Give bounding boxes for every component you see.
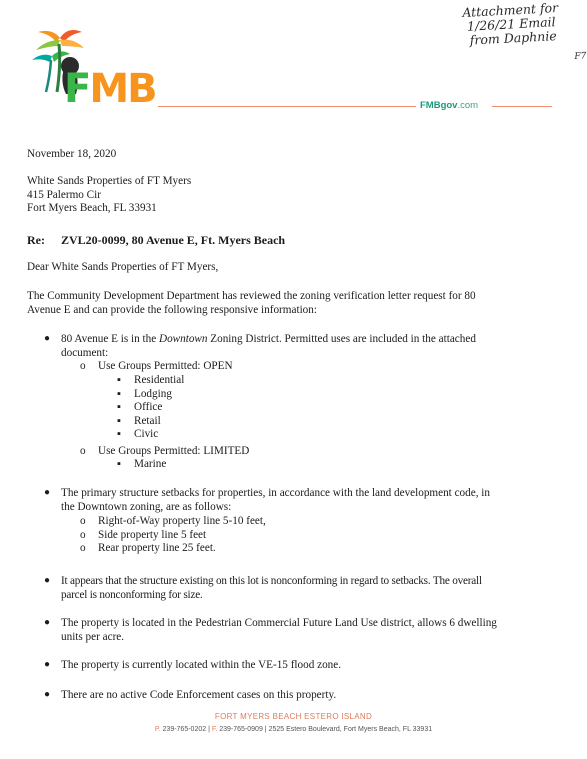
letter-date: November 18, 2020: [27, 148, 117, 160]
handwritten-mark: F7: [574, 51, 587, 62]
bullet-zoning: [61, 333, 576, 360]
nonconforming-line-2: parcel is nonconforming for size.: [61, 588, 203, 601]
intro-line-1: The Community Development Department has reviewed the zoning verification letter request for 80: [27, 290, 476, 302]
zoning-post: Zoning District. Permitted uses are included in the attached: [207, 333, 476, 345]
re-text: ZVL20-0099, 80 Avenue E, Ft. Myers Beach: [61, 233, 286, 247]
bullet-dot: ●: [44, 617, 51, 628]
setbacks-list: [80, 515, 266, 556]
land-use-line-1: The property is located in the Pedestrian Commercial Future Land Use district, allows 6 dwelling: [61, 617, 497, 629]
handwritten-line-2: 1/26/21 Email: [466, 14, 556, 34]
office-address: 2525 Estero Boulevard, Fort Myers Beach, FL 33931: [268, 726, 433, 733]
zoning-district: Downtown: [158, 333, 208, 345]
list-item: o Side property line 5 feet: [80, 528, 207, 541]
zoning-pre: 80 Avenue E is in the: [61, 333, 159, 345]
bullet-dot: ●: [44, 487, 51, 498]
bullet-nonconforming: [61, 575, 581, 602]
address-line-3: Fort Myers Beach, FL 33931: [27, 202, 157, 214]
limited-label: Use Groups Permitted: LIMITED: [98, 445, 250, 457]
bullet-land-use: [61, 617, 576, 644]
website-suffix: .com: [457, 100, 479, 111]
open-label: Use Groups Permitted: OPEN: [98, 360, 233, 372]
limited-use-group: o Use Groups Permitted: LIMITED: [80, 445, 250, 457]
bullet-dot: ●: [44, 659, 51, 670]
phone-number: 239-765-0202: [162, 726, 207, 733]
handwritten-note: [462, 1, 560, 48]
setbacks-line-2: the Downtown zoning, are as follows:: [61, 500, 232, 513]
list-item: ▪ Lodging: [117, 387, 172, 400]
logo-text: FMB: [64, 66, 156, 112]
bullet-code-enforcement: There are no active Code Enforcement cases on this property.: [61, 689, 337, 701]
nonconforming-line-1: It appears that the structure existing on this lot is nonconforming in regard to setbacks. The overall: [61, 575, 482, 587]
list-item: ▪ Office: [117, 401, 163, 413]
bullet-dot: ●: [44, 575, 51, 586]
re-line: [27, 233, 285, 248]
address-line-2: 415 Palermo Cir: [27, 188, 101, 201]
handwritten-line-1: Attachment for: [461, 0, 559, 20]
list-item: ▪ Civic: [117, 428, 159, 440]
website-name: FMBgov: [420, 100, 458, 111]
address-line-1: White Sands Properties of FT Myers: [27, 175, 192, 187]
bullet-setbacks: [61, 487, 576, 514]
bullet-dot: ●: [44, 689, 51, 700]
footer-contact: P. 239-765-0202 | F. 239-765-0909 | 2525 Estero Boulevard, Fort Myers Beach, FL 33931: [154, 726, 433, 733]
header-rule: [158, 106, 416, 107]
recipient-address: [27, 175, 191, 216]
list-item: ▪ Residential: [117, 374, 185, 386]
intro-line-2: Avenue E and can provide the following responsive information:: [27, 303, 317, 316]
fmb-logo: [24, 26, 164, 116]
list-item: ▪ Marine: [117, 458, 167, 470]
list-item: ▪ Retail: [117, 414, 161, 427]
re-label: Re:: [27, 233, 45, 247]
land-use-line-2: units per acre.: [61, 630, 125, 643]
open-use-group: o Use Groups Permitted: OPEN: [80, 360, 233, 372]
list-item: o Right-of-Way property line 5-10 feet,: [80, 515, 266, 527]
website-link[interactable]: [420, 100, 478, 111]
bullet-flood-zone: The property is currently located within the VE-15 flood zone.: [61, 659, 342, 671]
salutation: Dear White Sands Properties of FT Myers,: [27, 261, 219, 273]
phone-label: P.: [154, 726, 161, 733]
setbacks-line-1: The primary structure setbacks for properties, in accordance with the land development code, in: [61, 487, 491, 499]
footer-title: FORT MYERS BEACH ESTERO ISLAND: [214, 712, 373, 721]
list-item: o Rear property line 25 feet.: [80, 542, 216, 554]
fax-label: F.: [211, 726, 218, 733]
zoning-line-2: document:: [61, 346, 109, 359]
header-rule-right: [492, 106, 552, 107]
handwritten-line-3: from Daphnie: [469, 28, 558, 48]
fax-number: 239-765-0909: [219, 726, 263, 733]
intro-paragraph: [27, 290, 575, 317]
limited-items-list: [117, 458, 166, 472]
bullet-dot: ●: [44, 333, 51, 344]
open-items-list: [117, 374, 184, 442]
